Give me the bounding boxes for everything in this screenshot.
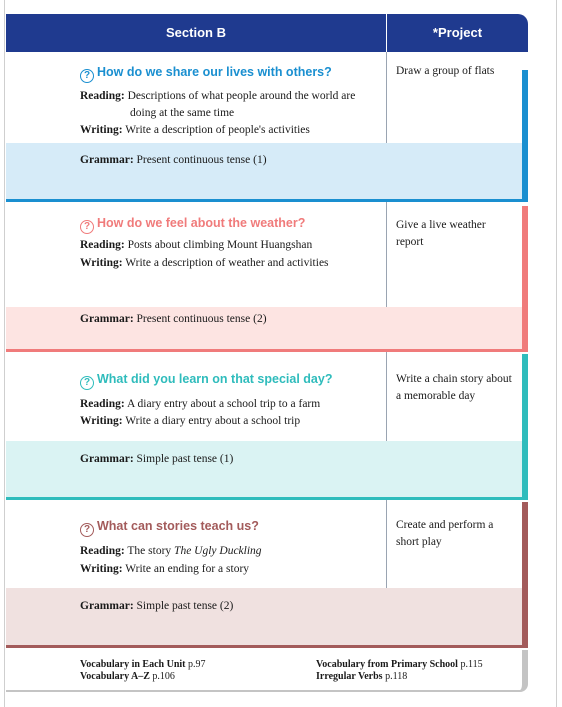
vocab-primary-page: p.115	[460, 659, 483, 670]
reading-label: Reading:	[80, 545, 125, 557]
vocab-each-unit-label: Vocabulary in Each Unit	[80, 659, 186, 670]
grammar-text: Present continuous tense (2)	[136, 313, 267, 325]
reading-text: Descriptions of what people around the world are	[127, 90, 356, 102]
writing-text: Write a description of weather and activities	[125, 257, 329, 269]
writing-line	[80, 415, 300, 427]
grammar-line	[80, 154, 267, 166]
question-heading	[80, 216, 305, 234]
reading-line	[80, 90, 355, 102]
reading-line	[80, 398, 320, 410]
reading-text: A diary entry about a school trip to a farm	[126, 398, 321, 410]
grammar-line	[80, 453, 233, 465]
grammar-text: Simple past tense (2)	[136, 600, 234, 612]
unit-row-3	[6, 352, 528, 500]
irregular-verbs-label: Irregular Verbs	[316, 671, 383, 682]
irregular-verbs-page: p.118	[385, 671, 408, 682]
column-divider	[386, 52, 387, 143]
reading-label: Reading:	[80, 90, 125, 102]
accent-bar	[522, 206, 528, 350]
writing-text: Write a diary entry about a school trip	[125, 415, 301, 427]
writing-line	[80, 563, 249, 575]
question-text: How do we feel about the weather?	[97, 216, 306, 230]
reading-text: The story	[127, 545, 175, 557]
grammar-band	[6, 143, 522, 200]
reading-line-continued	[130, 107, 234, 119]
column-divider	[386, 202, 387, 307]
grammar-line	[80, 600, 233, 612]
grammar-label: Grammar:	[80, 453, 134, 465]
writing-text: Write an ending for a story	[125, 563, 250, 575]
vocab-az-label: Vocabulary A–Z	[80, 671, 150, 682]
question-heading	[80, 65, 332, 83]
grammar-band	[6, 441, 522, 498]
accent-bar	[522, 354, 528, 498]
question-heading	[80, 372, 332, 390]
unit-row-2	[6, 202, 528, 352]
question-circle-icon: ?	[80, 69, 94, 83]
writing-label: Writing:	[80, 124, 123, 136]
vocab-each-unit-page: p.97	[187, 659, 206, 670]
page-frame-left	[4, 0, 5, 707]
vocab-each-unit-entry	[80, 659, 205, 670]
project-heading: *Project	[432, 25, 483, 40]
question-circle-icon: ?	[80, 220, 94, 234]
footer-box	[6, 650, 528, 692]
unit-row-4	[6, 500, 528, 648]
writing-label: Writing:	[80, 415, 123, 427]
reading-text: Posts about climbing Mount Huangshan	[127, 239, 313, 251]
vocab-primary-label: Vocabulary from Primary School	[316, 659, 458, 670]
accent-bar	[522, 70, 528, 200]
project-text: Give a live weather report	[396, 219, 486, 248]
reading-label: Reading:	[80, 398, 125, 410]
grammar-text: Simple past tense (1)	[136, 453, 234, 465]
writing-label: Writing:	[80, 563, 123, 575]
question-text: How do we share our lives with others?	[97, 65, 332, 79]
grammar-line	[80, 313, 267, 325]
column-divider	[386, 352, 387, 441]
page-frame-right	[556, 0, 557, 707]
reading-line	[80, 545, 262, 557]
irregular-verbs-entry	[316, 671, 407, 682]
question-heading	[80, 519, 259, 537]
vocab-az-entry	[80, 671, 175, 682]
section-bottom-line	[6, 645, 528, 648]
writing-label: Writing:	[80, 257, 123, 269]
question-circle-icon: ?	[80, 376, 94, 390]
writing-text: Write a description of people's activities	[125, 124, 310, 136]
project-text: Create and perform a short play	[396, 519, 494, 548]
grammar-label: Grammar:	[80, 600, 134, 612]
question-text: What did you learn on that special day?	[97, 372, 333, 386]
vocab-az-page: p.106	[152, 671, 175, 682]
reading-label: Reading:	[80, 239, 125, 251]
column-divider	[386, 500, 387, 588]
question-circle-icon: ?	[80, 523, 94, 537]
accent-bar	[522, 502, 528, 646]
writing-line	[80, 124, 310, 136]
grammar-label: Grammar:	[80, 313, 134, 325]
table-header	[6, 14, 528, 52]
writing-line	[80, 257, 329, 269]
reading-text-continued: doing at the same time	[130, 107, 235, 119]
reading-line	[80, 239, 312, 251]
section-b-heading: Section B	[166, 25, 226, 40]
project-text: Draw a group of flats	[396, 65, 495, 77]
grammar-text: Present continuous tense (1)	[136, 154, 267, 166]
grammar-label: Grammar:	[80, 154, 134, 166]
unit-row-1	[6, 52, 528, 202]
question-text: What can stories teach us?	[97, 519, 259, 533]
story-title: The Ugly Duckling	[174, 545, 262, 557]
vocab-primary-entry	[316, 659, 483, 670]
grammar-band	[6, 588, 522, 646]
project-text: Write a chain story about a memorable day	[396, 373, 512, 402]
